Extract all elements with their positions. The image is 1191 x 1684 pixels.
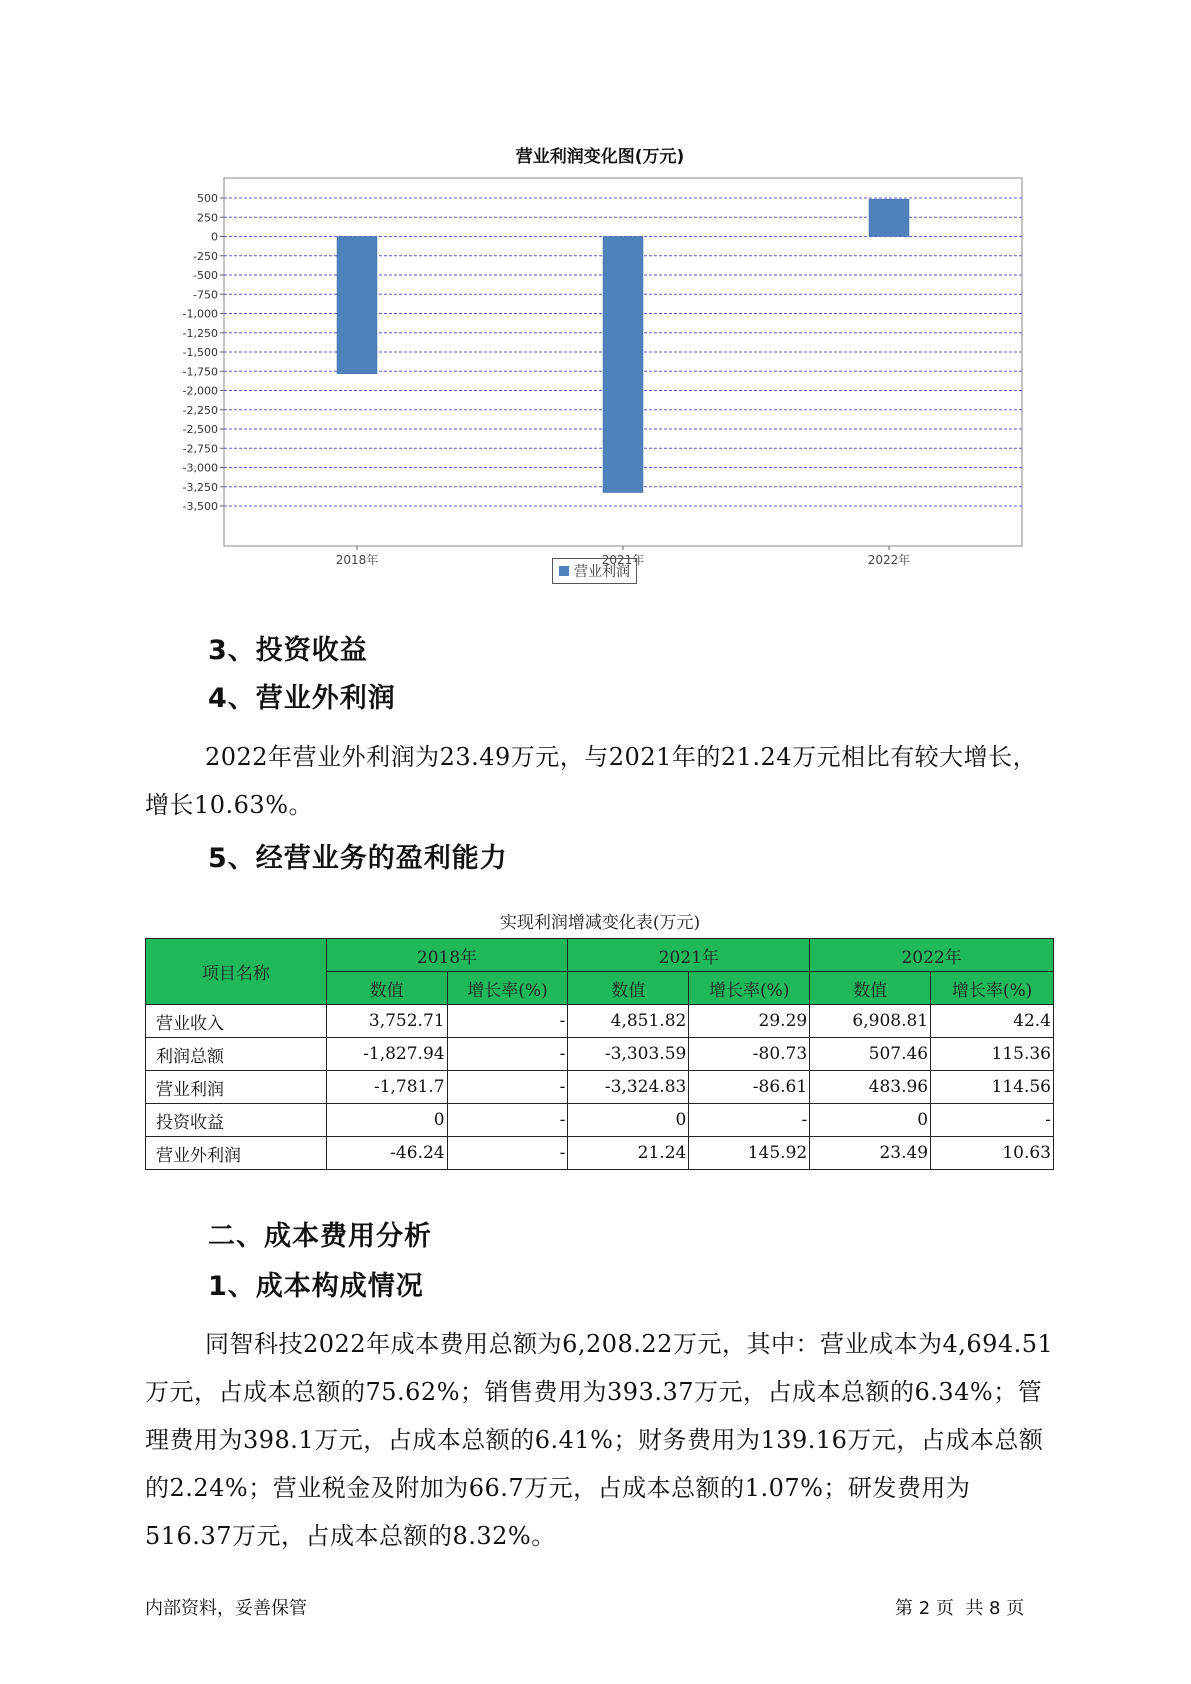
y-tick-label: -1,500 [182, 346, 218, 359]
table-cell: 21.24 [568, 1137, 689, 1170]
y-tick-label: -1,750 [182, 365, 218, 379]
header-growth: 增长率(%) [447, 972, 568, 1005]
y-tick-label: 500 [197, 192, 218, 205]
row-label: 营业利润 [146, 1071, 327, 1104]
table-cell: 42.4 [931, 1005, 1054, 1038]
bar [869, 199, 909, 236]
table-cell: -3,303.59 [568, 1038, 689, 1071]
table-cell: -1,781.7 [326, 1071, 447, 1104]
y-tick-label: -1,250 [182, 326, 218, 340]
table-cell: -80.73 [689, 1038, 810, 1071]
header-value: 数值 [326, 972, 447, 1005]
row-label: 投资收益 [146, 1104, 327, 1137]
table-cell: - [447, 1104, 568, 1137]
profit-change-table [145, 938, 1054, 1170]
table-cell: 29.29 [689, 1005, 810, 1038]
y-tick-label: -3,500 [182, 500, 218, 513]
paragraph-cost-structure: 同智科技2022年成本费用总额为6,208.22万元，其中：营业成本为4,694.51万元，占成本总额的75.62%；销售费用为393.37万元，占成本总额的6.34%；管理费用为398.1万元，占成本总额的6.41%；财务费用为139.16万元，占成本总额的2.24%；营业税金及附加为66.7万元，占成本总额的1.07%；研发费用为516.37万元，占成本总额的8.32%。 [145, 1330, 1054, 1550]
table-cell: 0 [568, 1104, 689, 1137]
table-cell: - [447, 1038, 568, 1071]
table-cell: -86.61 [689, 1071, 810, 1104]
table-cell: - [447, 1005, 568, 1038]
y-tick-label: -2,250 [182, 403, 218, 417]
row-label: 营业外利润 [146, 1137, 327, 1170]
table-cell: - [931, 1104, 1054, 1137]
table-cell: 0 [326, 1104, 447, 1137]
table-cell: 10.63 [931, 1137, 1054, 1170]
header-year-2021: 2021年 [568, 939, 810, 972]
table-cell: - [689, 1104, 810, 1137]
bar [337, 237, 377, 374]
y-tick-label: -3,000 [182, 461, 218, 475]
table-cell: 4,851.82 [568, 1005, 689, 1038]
header-item-name: 项目名称 [146, 939, 327, 1005]
y-tick-label: -3,250 [182, 480, 218, 494]
y-tick-label: 0 [211, 230, 218, 244]
table-row [146, 1071, 1054, 1104]
operating-profit-chart [160, 138, 1040, 598]
y-tick-label: -2,000 [182, 384, 218, 398]
table-row [146, 1005, 1054, 1038]
header-growth: 增长率(%) [689, 972, 810, 1005]
table-row [146, 1104, 1054, 1137]
y-tick-label: 250 [197, 211, 218, 225]
bar [603, 237, 643, 493]
table-cell: 507.46 [810, 1038, 931, 1071]
footer-page-number: 第 2 页 共 8 页 [895, 1598, 1025, 1619]
table-cell: -3,324.83 [568, 1071, 689, 1104]
chart-plot [160, 168, 1040, 567]
row-label: 利润总额 [146, 1038, 327, 1071]
table-cell: 0 [810, 1104, 931, 1137]
table-cell: 115.36 [931, 1038, 1054, 1071]
y-tick-label: -2,500 [182, 423, 218, 436]
table-cell: 23.49 [810, 1137, 931, 1170]
legend-label: 营业利润 [574, 564, 630, 580]
x-tick-label: 2021年 [601, 553, 645, 567]
header-value: 数值 [568, 972, 689, 1005]
header-year-2022: 2022年 [810, 939, 1054, 972]
legend-swatch [559, 566, 569, 576]
y-tick-label: -250 [193, 249, 218, 263]
table-row [146, 1038, 1054, 1071]
table-cell: -46.24 [326, 1137, 447, 1170]
header-growth: 增长率(%) [931, 972, 1054, 1005]
header-value: 数值 [810, 972, 931, 1005]
table-cell: 114.56 [931, 1071, 1054, 1104]
table-cell: - [447, 1137, 568, 1170]
chart-legend [552, 558, 637, 584]
row-label: 营业收入 [146, 1005, 327, 1038]
y-tick-label: -2,750 [182, 442, 218, 456]
table-cell: - [447, 1071, 568, 1104]
chart-title: 营业利润变化图(万元) [515, 147, 685, 167]
table-row [146, 1137, 1054, 1170]
y-tick-label: -1,000 [182, 307, 218, 321]
footer-confidential: 内部资料，妥善保管 [145, 1598, 307, 1619]
heading-cost-structure: 1、成本构成情况 [208, 1271, 424, 1302]
x-tick-label: 2018年 [335, 553, 379, 567]
table-cell: -1,827.94 [326, 1038, 447, 1071]
table-cell: 145.92 [689, 1137, 810, 1170]
heading-investment-income: 3、投资收益 [208, 635, 368, 666]
y-tick-label: -750 [193, 288, 218, 302]
table-cell: 3,752.71 [326, 1005, 447, 1038]
table-cell: 483.96 [810, 1071, 931, 1104]
y-tick-label: -500 [193, 269, 218, 282]
x-tick-label: 2022年 [867, 553, 911, 567]
table-caption: 实现利润增减变化表(万元) [499, 913, 701, 933]
heading-non-operating-profit: 4、营业外利润 [208, 683, 396, 714]
table-cell: 6,908.81 [810, 1005, 931, 1038]
header-year-2018: 2018年 [326, 939, 568, 972]
heading-profitability: 5、经营业务的盈利能力 [208, 843, 508, 874]
heading-cost-analysis: 二、成本费用分析 [208, 1221, 432, 1252]
paragraph-non-operating-profit: 2022年营业外利润为23.49万元，与2021年的21.24万元相比有较大增长，增长10.63%。 [145, 743, 1038, 819]
